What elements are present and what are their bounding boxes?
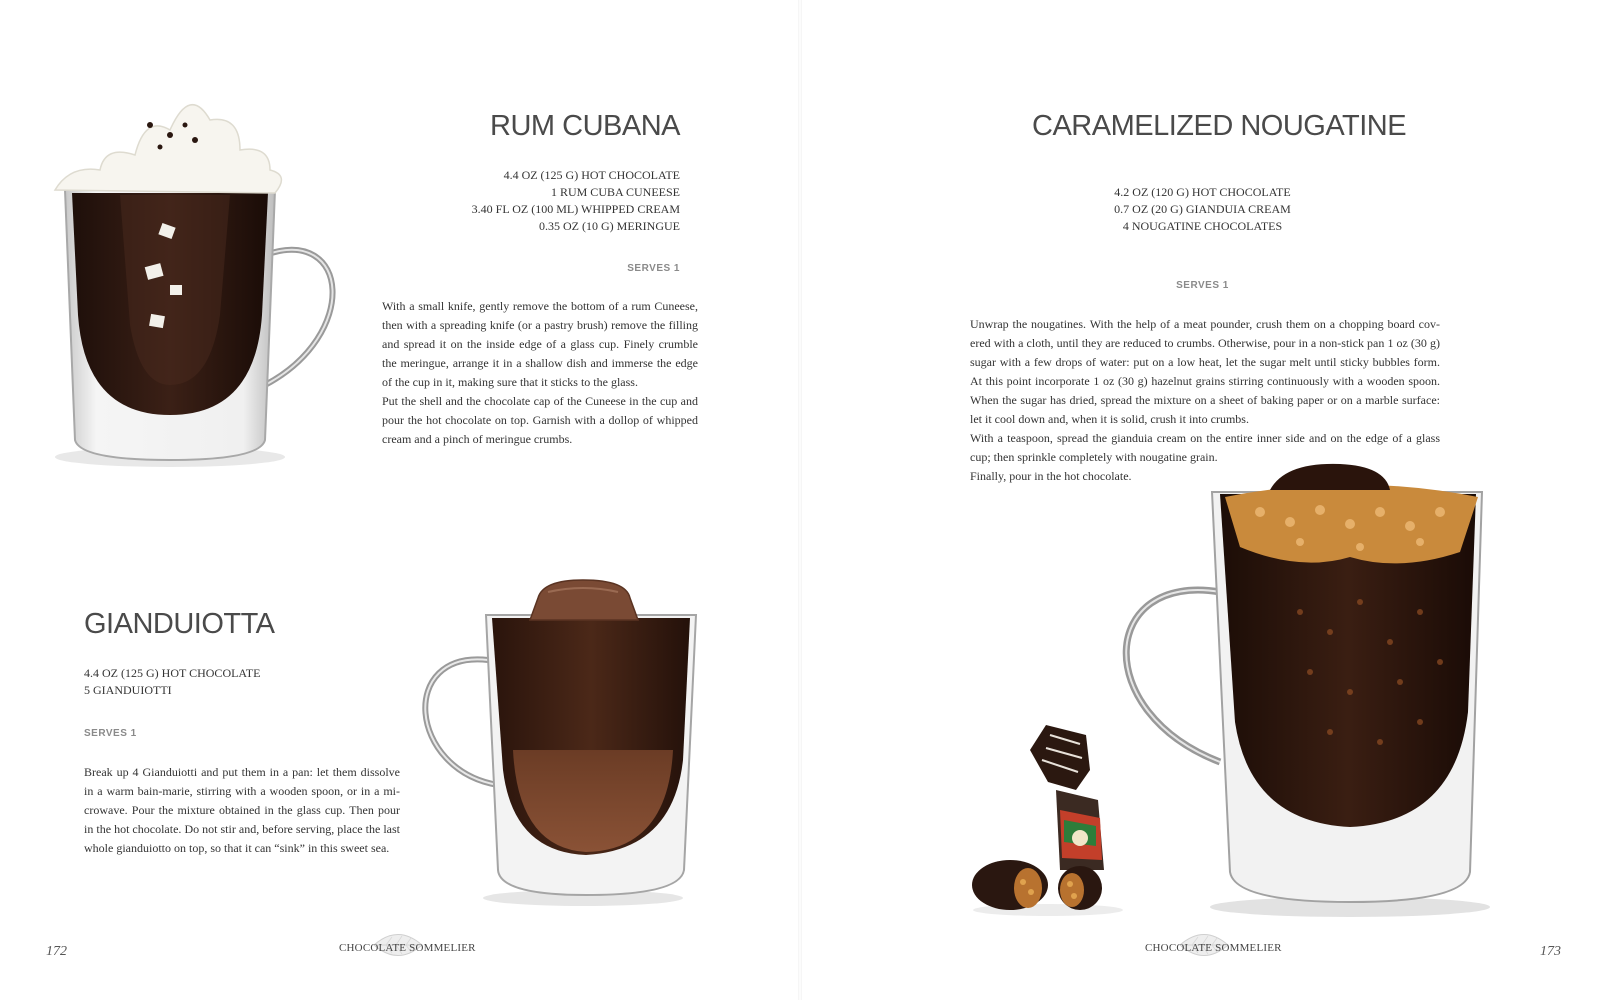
rum-cubana-serves: SERVES 1	[627, 263, 680, 274]
rum-cubana-title: RUM CUBANA	[490, 110, 680, 142]
ingredient-item: 4 NOUGATINE CHOCOLATES	[1122, 219, 1283, 233]
ingredient-item: 4.4 OZ (125 G) HOT CHOCOLATE	[84, 666, 261, 680]
footer-label: CHOCOLATE SOMMELIER	[339, 942, 476, 954]
gianduiotta-serves: SERVES 1	[84, 728, 137, 739]
gianduiotta-photo	[418, 570, 708, 910]
method-paragraph: With a teaspoon, spread the gianduia cream on the entire inner side and on the edge of a glass cup; then sprinkle completely with nougatine grain.	[970, 431, 1440, 464]
method-paragraph: Unwrap the nougatines. With the help of a meat pounder, crush them on a chopping board cov-ered with a cloth, until they are reduced to crumbs. Otherwise, pour in a non-stick pan 1 oz (30 g) sugar with a few drops of water: put on a low heat, let the sugar melt until sticky bubbles form. At this point incorporate 1 oz (30 g) hazelnut grains stirring continuously with a wooden spoon. When the sugar has dried, spread the mixture on a sheet of baking paper or on a marble surface: let it cool down and, when it is solid, crush it into crumbs.	[970, 317, 1440, 426]
ingredient-item: 0.7 OZ (20 G) GIANDUIA CREAM	[1114, 202, 1291, 216]
ingredient-item: 1 RUM CUBA CUNEESE	[550, 185, 680, 199]
caramelized-nougatine-photo	[1100, 462, 1495, 922]
footer-label: CHOCOLATE SOMMELIER	[1145, 942, 1282, 954]
rum-cubana-method	[382, 297, 698, 449]
ingredient-item: 4.4 OZ (125 G) HOT CHOCOLATE	[503, 168, 680, 182]
method-paragraph: Finally, pour in the hot chocolate.	[970, 469, 1132, 483]
rum-cubana-ingredients	[472, 167, 680, 235]
ingredient-item: 5 GIANDUIOTTI	[84, 683, 172, 697]
page-number: 172	[46, 944, 67, 959]
rum-cubana-photo	[50, 85, 360, 480]
caramelized-nougatine-serves: SERVES 1	[1176, 280, 1229, 291]
gianduiotta-ingredients	[84, 665, 260, 699]
method-paragraph: Break up 4 Gianduiotti and put them in a pan: let them dissolve in a warm bain-marie, stirring with a wooden spoon, or in a mi-crowave. Pour the mixture obtained in the glass cup. Then pour in the hot chocolate. Do not stir and, before serving, place the last whole gianduiotto on top, so that it can “sink” in this sweet sea.	[84, 765, 400, 855]
page-number: 173	[1540, 944, 1561, 959]
ingredient-item: 3.40 FL OZ (100 ML) WHIPPED CREAM	[471, 202, 680, 216]
caramelized-nougatine-ingredients	[1010, 184, 1395, 235]
gianduiotta-method	[84, 763, 400, 858]
ingredient-item: 4.2 OZ (120 G) HOT CHOCOLATE	[1114, 185, 1291, 199]
method-paragraph: With a small knife, gently remove the bottom of a rum Cuneese, then with a spreading knife (or a pastry brush) remove the filling and spread it on the inside edge of a glass cup. Finely crumble the meringue, arrange it in a shallow dish and immerse the edge of the cup in it, making sure that it sticks to the glass.	[382, 299, 698, 389]
caramelized-nougatine-title: CARAMELIZED NOUGATINE	[1032, 110, 1407, 142]
method-paragraph: Put the shell and the chocolate cap of the Cuneese in the cup and pour the hot chocolate on top. Garnish with a dollop of whipped cream and a pinch of meringue crumbs.	[382, 394, 698, 446]
right-page	[800, 0, 1600, 1000]
ingredient-item: 0.35 OZ (10 G) MERINGUE	[539, 219, 680, 233]
gianduiotta-title: GIANDUIOTTA	[84, 608, 275, 640]
caramelized-nougatine-method	[970, 315, 1440, 486]
